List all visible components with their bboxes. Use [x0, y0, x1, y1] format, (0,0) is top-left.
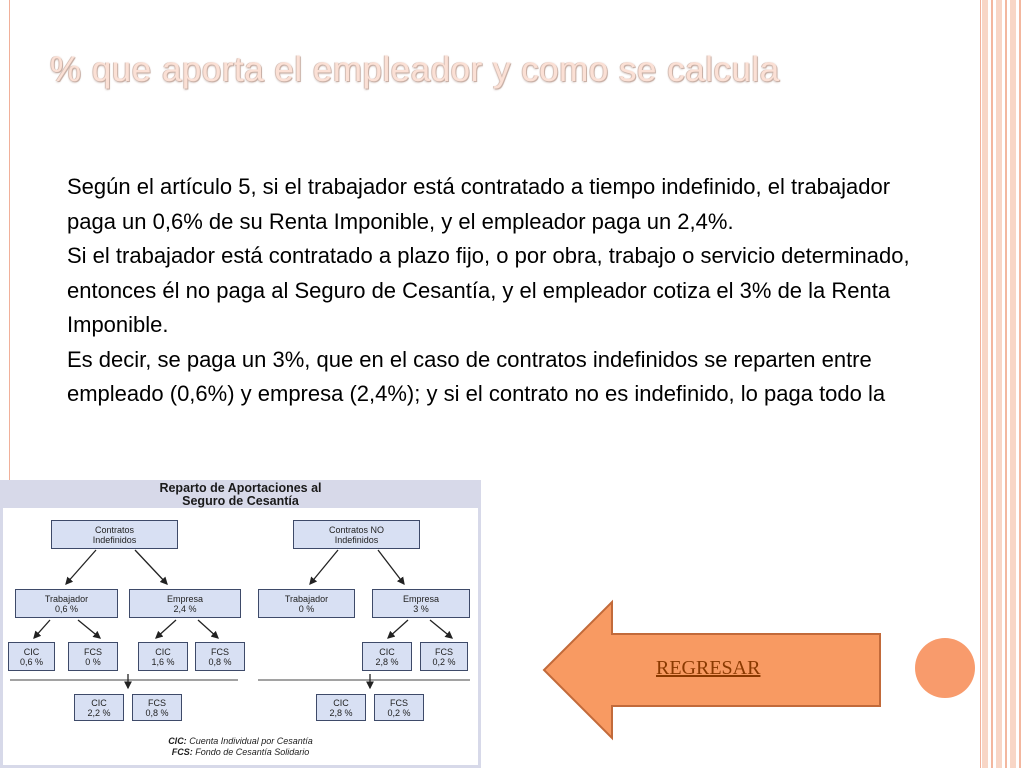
- total-name: FCS: [148, 697, 166, 708]
- body-text: [67, 170, 937, 412]
- box-total1-fcs: [132, 694, 182, 721]
- part-value: 0,8 %: [208, 656, 232, 667]
- legend-abbr: CIC:: [168, 736, 187, 746]
- box-noindef-empresa: [372, 589, 470, 618]
- label-line: Indefinidos: [334, 534, 379, 545]
- part-value: 0,2 %: [432, 656, 456, 667]
- part-name: CIC: [379, 646, 395, 657]
- label-line: Indefinidos: [92, 534, 137, 545]
- box-trab-cic: [8, 642, 55, 671]
- paragraph-1: Según el artículo 5, si el trabajador está contratado a tiempo indefinido, el trabajador paga un 0,6% de su Renta Imponible, y el empleador paga un 2,4%.: [67, 174, 891, 234]
- payer-value: 0 %: [298, 603, 315, 614]
- diagram-legend: [0, 736, 481, 758]
- label-line: Contratos NO: [328, 524, 385, 535]
- total-value: 0,8 %: [145, 707, 169, 718]
- part-value: 0,6 %: [19, 656, 43, 667]
- decorative-circle: [915, 638, 975, 698]
- slide-title: % que aporta el empleador y como se calcula: [50, 50, 780, 89]
- arrow-indef-trabajador: [66, 550, 96, 584]
- total-value: 0,2 %: [387, 707, 411, 718]
- payer-name: Trabajador: [284, 593, 329, 604]
- arrow-trab-fcs: [78, 620, 100, 638]
- arrow-noindef-empresa: [378, 550, 404, 584]
- decorative-stripes: [982, 0, 1024, 768]
- paragraph-2: Si el trabajador está contratado a plazo fijo, o por obra, trabajo o servicio determinado, entonces él no paga al Seguro de Cesantía, y el empleador cotiza el 3% de la Renta Imponible.: [67, 243, 910, 337]
- part-name: FCS: [84, 646, 102, 657]
- box-contratos-no-indefinidos: [293, 520, 420, 549]
- box-total1-cic: [74, 694, 124, 721]
- total-name: CIC: [91, 697, 107, 708]
- box-trab-fcs: [68, 642, 118, 671]
- box-emp-fcs: [195, 642, 245, 671]
- diagram-title-line-2: Seguro de Cesantía: [182, 494, 299, 508]
- arrow-emp-fcs: [198, 620, 218, 638]
- total-value: 2,2 %: [87, 707, 111, 718]
- box-emp2-cic: [362, 642, 412, 671]
- label-line: Contratos: [94, 524, 135, 535]
- box-total2-cic: [316, 694, 366, 721]
- payer-value: 0,6 %: [54, 603, 78, 614]
- part-name: FCS: [435, 646, 453, 657]
- part-value: 0 %: [85, 656, 101, 667]
- box-emp-cic: [138, 642, 188, 671]
- part-name: CIC: [155, 646, 171, 657]
- total-name: FCS: [390, 697, 408, 708]
- payer-name: Empresa: [166, 593, 203, 604]
- legend-fcs: [0, 747, 481, 758]
- total-value: 2,8 %: [329, 707, 353, 718]
- box-emp2-fcs: [420, 642, 468, 671]
- payer-name: Trabajador: [44, 593, 89, 604]
- box-total2-fcs: [374, 694, 424, 721]
- payer-name: Empresa: [402, 593, 439, 604]
- arrow-emp-cic: [156, 620, 176, 638]
- legend-text: Cuenta Individual por Cesantía: [189, 736, 313, 746]
- arrow-trab-cic: [34, 620, 50, 638]
- box-indef-trabajador: [15, 589, 118, 618]
- legend-cic: [0, 736, 481, 747]
- payer-value: 2,4 %: [173, 603, 197, 614]
- box-noindef-trabajador: [258, 589, 355, 618]
- box-contratos-indefinidos: [51, 520, 178, 549]
- regresar-link[interactable]: REGRESAR: [656, 657, 761, 679]
- part-name: CIC: [23, 646, 40, 657]
- box-indef-empresa: [129, 589, 241, 618]
- part-name: FCS: [211, 646, 229, 657]
- legend-text: Fondo de Cesantía Solidario: [195, 747, 310, 757]
- arrow-emp2-cic: [388, 620, 408, 638]
- legend-abbr: FCS:: [171, 747, 193, 757]
- part-value: 2,8 %: [375, 656, 399, 667]
- arrow-noindef-trabajador: [310, 550, 338, 584]
- part-value: 1,6 %: [151, 656, 175, 667]
- total-name: CIC: [333, 697, 349, 708]
- diagram-title-line-1: Reparto de Aportaciones al: [159, 481, 322, 495]
- paragraph-3: Es decir, se paga un 3%, que en el caso de contratos indefinidos se reparten entre empleado (0,6%) y empresa (2,4%); y si el contrato no es indefinido, lo paga todo la: [67, 346, 886, 406]
- arrow-emp2-fcs: [430, 620, 452, 638]
- payer-value: 3 %: [413, 603, 429, 614]
- arrow-indef-empresa: [135, 550, 167, 584]
